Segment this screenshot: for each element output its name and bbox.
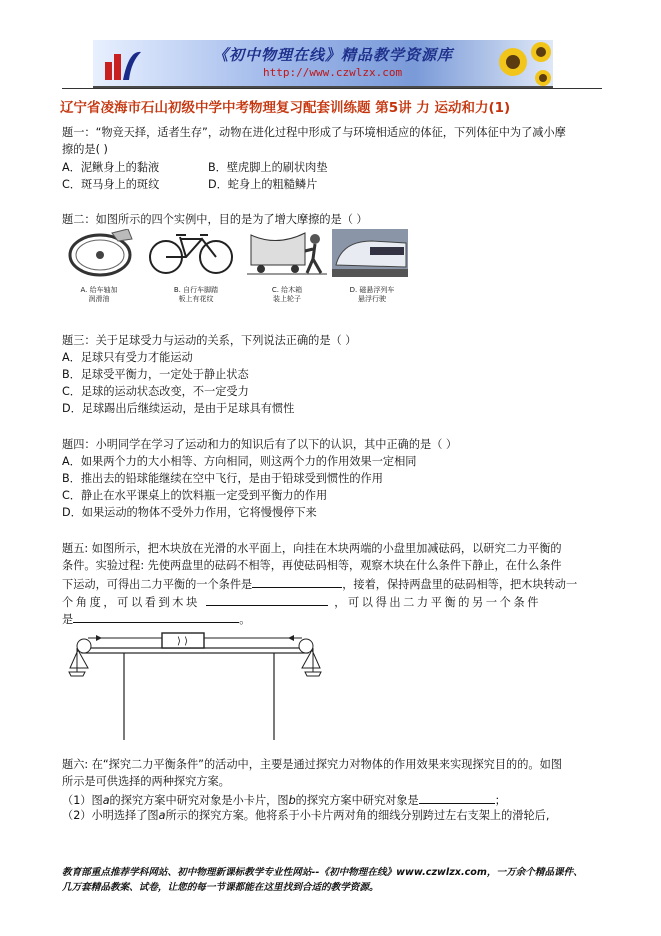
footer-line-1: 教育部重点推荐学科网站、初中物理新课标教学专业性网站--《初中物理在线》www.czwlzx.com，一万余个精品课件、 (62, 867, 583, 878)
q6-line4-var: a (158, 809, 166, 822)
q2-caption-d (334, 286, 410, 304)
q2-caption-a-line1: 给车轴加 (89, 286, 118, 294)
q5-answer-blank-3[interactable] (73, 610, 239, 623)
q5-text-line5-part1: 是 (62, 613, 74, 626)
q6-line3-part1: （1）图 (62, 794, 103, 807)
q6-line4-part2: 所示的探究方案。他将系于小卡片两对角的细线分别跨过左右支架上的滑轮后, (165, 809, 550, 822)
q4-stem: 题四：小明同学在学习了运动和力的知识后有了以下的认识，其中正确的是（ ） (62, 438, 458, 451)
q4-option-d: D．如果运动的物体不受外力作用，它将慢慢停下来 (62, 506, 317, 519)
q2-caption-c-line1: 给木箱 (281, 286, 303, 294)
q5-text-line3 (62, 575, 577, 593)
document-title: 辽宁省凌海市石山初级中学中考物理复习配套训练题 第5讲 力 运动和力(1) (60, 100, 511, 116)
q6-text-line3 (62, 791, 506, 809)
q3-option-d: D．足球踢出后继续运动，是由于足球具有惯性 (62, 402, 295, 415)
q2-caption-d-letter: D. (349, 286, 358, 294)
q4-option-c: C．静止在水平课桌上的饮料瓶一定受到平衡力的作用 (62, 489, 328, 502)
q1-option-a: A．泥鳅身上的黏液 (62, 161, 160, 174)
q5-text-line5 (62, 610, 250, 628)
q2-caption-b-line2: 板上有花纹 (178, 295, 214, 303)
q5-answer-blank-1[interactable] (252, 575, 342, 588)
q5-text-line2: 条件。实验过程: 先使两盘里的砝码不相等，再使砝码相等，观察木块在什么条件下静止，在什么条件 (62, 559, 562, 572)
q5-text-line1: 题五: 如图所示，把木块放在光滑的水平面上，向挂在木块两端的小盘里加减砝码，以研究二力平衡的 (62, 542, 562, 555)
q1-stem-line2: 擦的是( ) (62, 143, 108, 156)
q2-caption-c (252, 286, 322, 304)
q2-caption-d-line2: 悬浮行驶 (358, 295, 386, 303)
q6-line3-var-a: a (102, 794, 110, 807)
q6-line4-part1: （2）小明选择了图 (62, 809, 159, 822)
q2-caption-a (64, 286, 134, 304)
q5-text-line4-part2: ，可以得出二力平衡的另一个条件 (334, 596, 542, 609)
q1-option-b: B．壁虎脚上的刷状肉垫 (208, 161, 328, 174)
balance-apparatus-diagram (64, 628, 326, 746)
q1-option-c: C．斑马身上的斑纹 (62, 178, 160, 191)
q6-line3-part2: 的探究方案中研究对象是小卡片，图 (109, 794, 289, 807)
site-logo-icon (99, 44, 145, 82)
q5-text-line5-part2: 。 (239, 613, 251, 626)
q6-text-line4 (62, 808, 549, 824)
q6-text-line2: 所示是可供选择的两种探究方案。 (62, 775, 230, 788)
q2-stem: 题二：如图所示的四个实例中，目的是为了增大摩擦的是（ ） (62, 213, 368, 226)
q4-option-b: B．推出去的铅球能继续在空中飞行，是由于铅球受到惯性的作用 (62, 472, 383, 485)
q3-stem: 题三：关于足球受力与运动的关系，下列说法正确的是（ ） (62, 334, 357, 347)
q5-answer-blank-2[interactable] (206, 593, 328, 606)
sunflower-image (493, 40, 553, 86)
footer-line-2: 几万套精品教案、试卷，让您的每一节课都能在这里找到合适的教学资源。 (62, 882, 379, 893)
q2-caption-a-letter: A. (80, 286, 88, 294)
svg-text:⟩ ⟩: ⟩ ⟩ (177, 636, 188, 647)
q5-text-line4 (62, 593, 541, 611)
q2-caption-a-line2: 润滑油 (88, 295, 110, 303)
q2-caption-d-line1: 磁悬浮列车 (359, 286, 395, 294)
q6-line3-part3: 的探究方案中研究对象是 (295, 794, 419, 807)
q2-caption-b-line1: 自行车脚踏 (183, 286, 219, 294)
q1-option-d: D．蛇身上的粗糙鳞片 (208, 178, 318, 191)
q1-stem-line1: 题一：“物竞天择，适者生存”，动物在进化过程中形成了与环境相适应的体征，下列体征中为了减小摩 (62, 126, 566, 139)
q2-caption-c-letter: C. (271, 286, 279, 294)
q6-line3-part4: ； (494, 794, 506, 807)
banner-title: 《初中物理在线》精品教学资源库 (213, 46, 454, 64)
q3-option-c: C．足球的运动状态改变，不一定受力 (62, 385, 249, 398)
q6-text-line1: 题六: 在“探究二力平衡条件”的活动中，主要是通过探究力对物体的作用效果来实现探究目的的。如图 (62, 758, 562, 771)
q3-option-a: A．足球只有受力才能运动 (62, 351, 193, 364)
q5-text-line4-part1: 个角度，可以看到木块 (62, 596, 200, 609)
q5-text-line3-part2: ，接着，保持两盘里的砝码相等，把木块转动一 (342, 578, 578, 591)
q2-caption-c-line2: 装上轮子 (273, 295, 301, 303)
q6-line3-var-b: b (288, 794, 296, 807)
q4-option-a: A．如果两个力的大小相等、方向相同，则这两个力的作用效果一定相同 (62, 455, 417, 468)
q3-option-b: B．足球受平衡力，一定处于静止状态 (62, 368, 249, 381)
q6-answer-blank-1[interactable] (419, 791, 495, 804)
q2-caption-b-letter: B. (173, 286, 181, 294)
banner-url-link[interactable]: http://www.czwlzx.com (263, 66, 403, 79)
q5-text-line3-part1: 下运动，可得出二力平衡的一个条件是 (62, 578, 253, 591)
header-banner (93, 40, 553, 88)
q2-caption-b (156, 286, 236, 304)
header-divider (62, 88, 602, 89)
